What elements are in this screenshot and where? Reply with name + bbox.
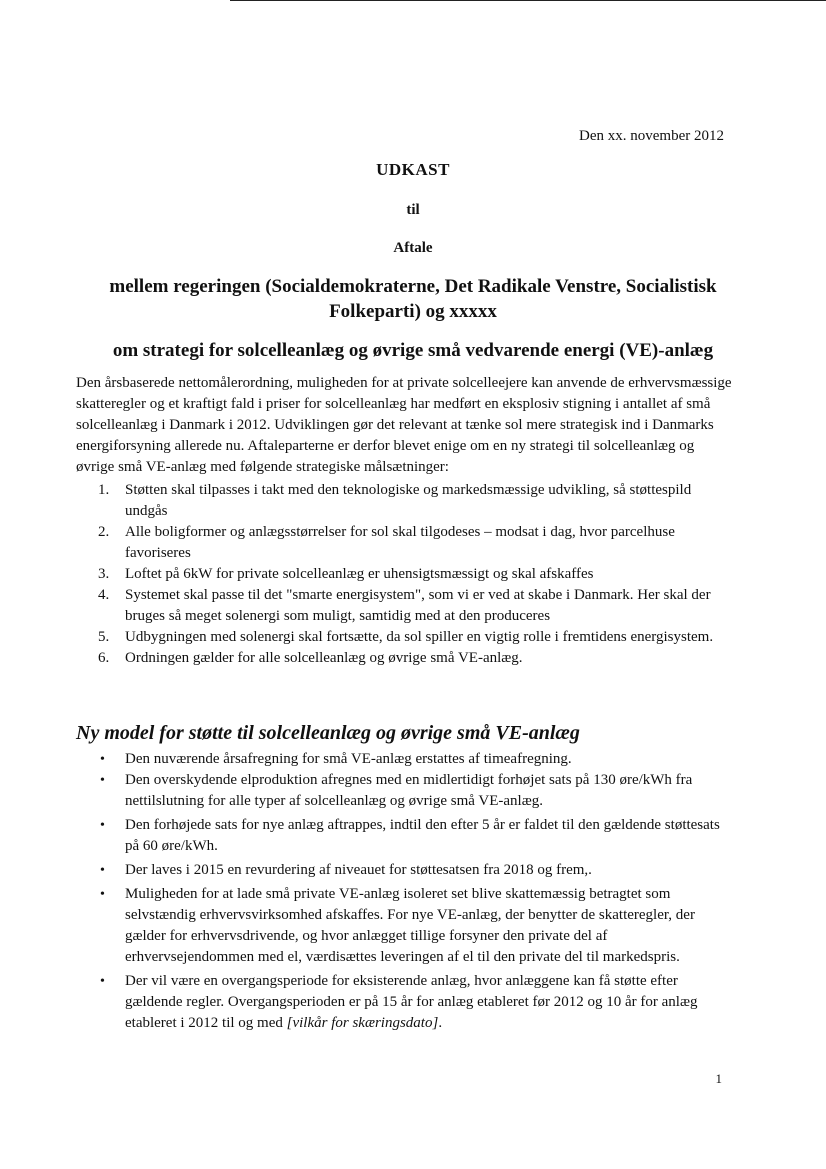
bullet-item bbox=[76, 749, 736, 770]
bullet-italic-placeholder: [vilkår for skæringsdato] bbox=[286, 1015, 439, 1031]
document-title: mellem regeringen (Socialdemokraterne, Det Radikale Venstre, Socialistisk Folkeparti) og xxxxx bbox=[109, 276, 717, 322]
bullet-item bbox=[76, 971, 736, 1034]
page-number: 1 bbox=[715, 1071, 722, 1086]
bullet-icon: • bbox=[100, 752, 105, 767]
goal-number: 5. bbox=[98, 629, 110, 645]
goal-number: 4. bbox=[98, 587, 110, 603]
draft-label: UDKAST bbox=[376, 160, 450, 179]
bullet-icon: • bbox=[100, 974, 105, 989]
top-rule bbox=[230, 0, 826, 1]
goals-list bbox=[76, 480, 736, 669]
goal-item bbox=[76, 585, 736, 627]
goal-text: Ordningen gælder for alle solcelleanlæg og øvrige små VE-anlæg. bbox=[125, 650, 523, 666]
bullet-icon: • bbox=[100, 887, 105, 902]
bullet-item bbox=[76, 860, 736, 881]
document-date: Den xx. november 2012 bbox=[579, 128, 724, 144]
bullet-item bbox=[76, 884, 736, 968]
goal-text: Udbygningen med solenergi skal fortsætte, da sol spiller en vigtig rolle i fremtidens energisystem. bbox=[125, 629, 714, 645]
goal-number: 1. bbox=[98, 482, 110, 498]
goal-text: Støtten skal tilpasses i takt med den teknologiske og markedsmæssige udvikling, så støttespild undgås bbox=[125, 482, 692, 519]
goal-number: 6. bbox=[98, 650, 110, 666]
goal-item bbox=[76, 564, 736, 585]
goal-text: Loftet på 6kW for private solcelleanlæg er uhensigtsmæssigt og skal afskaffes bbox=[125, 566, 594, 582]
goal-item bbox=[76, 522, 736, 564]
goal-item bbox=[76, 627, 736, 648]
bullet-text: Den forhøjede sats for nye anlæg aftrappes, indtil den efter 5 år er faldet til den gældende støttesats på 60 øre/kWh. bbox=[125, 817, 720, 854]
bullet-item bbox=[76, 770, 736, 812]
bullet-icon: • bbox=[100, 818, 105, 833]
bullet-icon: • bbox=[100, 863, 105, 878]
goal-text: Alle boligformer og anlægsstørrelser for sol skal tilgodeses – modsat i dag, hvor parcelhuse favoriseres bbox=[125, 524, 675, 561]
bullet-icon: • bbox=[100, 773, 105, 788]
goal-number: 2. bbox=[98, 524, 110, 540]
bullet-text: Den overskydende elproduktion afregnes med en midlertidigt forhøjet sats på 130 øre/kWh fra nettilslutning for alle typer af solcelleanlæg og øvrige små VE-anlæg. bbox=[125, 772, 693, 809]
goal-text: Systemet skal passe til det "smarte energisystem", som vi er ved at skabe i Danmark. Her skal der bruges så meget solenergi som muligt, samtidig med at den produceres bbox=[125, 587, 711, 624]
bullet-text: Der laves i 2015 en revurdering af niveauet for støttesatsen fra 2018 og frem,. bbox=[125, 862, 592, 878]
til-label: til bbox=[406, 202, 420, 218]
document-subtitle: om strategi for solcelleanlæg og øvrige små vedvarende energi (VE)-anlæg bbox=[112, 340, 714, 361]
intro-paragraph: Den årsbaserede nettomålerordning, muligheden for at private solcelleejere kan anvende de erhvervsmæssige skatteregler og et kraftigt fald i priser for solcelleanlæg har medført en eksplosiv stigning i antallet af små solcelleanlæg i Danmark i 2012. Udviklingen gør det relevant at tænke sol mere strategisk ind i Danmarks energiforsyning allerede nu. Aftaleparterne er derfor blevet enige om en ny strategi til solcelleanlæg og øvrige små VE-anlæg med følgende strategiske målsætninger: bbox=[76, 375, 732, 475]
bullet-text: Muligheden for at lade små private VE-anlæg isoleret set blive skattemæssig betragtet som selvstændig erhvervsvirksomhed afskaffes. For nye VE-anlæg, der benytter de skatteregler, der gælder for erhvervsdrivende, og hvor anlægget tillige forsyner den private del af erhvervsejendommen med el, værdisættes leveringen af el til den private del til markedspris. bbox=[125, 886, 695, 965]
bullet-end-punctuation: . bbox=[438, 1015, 443, 1031]
goal-item bbox=[76, 480, 736, 522]
section-heading: Ny model for støtte til solcelleanlæg og øvrige små VE-anlæg bbox=[76, 722, 580, 744]
goal-number: 3. bbox=[98, 566, 110, 582]
agreement-label: Aftale bbox=[393, 240, 433, 256]
model-bullet-list bbox=[76, 749, 736, 1034]
goal-item bbox=[76, 648, 736, 669]
bullet-text: Den nuværende årsafregning for små VE-anlæg erstattes af timeafregning. bbox=[125, 751, 572, 767]
bullet-text: Der vil være en overgangsperiode for eksisterende anlæg, hvor anlæggene kan få støtte efter gældende regler. Overgangsperioden er på 15 år for anlæg etableret før 2012 og 10 år for anlæg etableret i 2012 til og med bbox=[125, 973, 698, 1031]
bullet-item bbox=[76, 815, 736, 857]
